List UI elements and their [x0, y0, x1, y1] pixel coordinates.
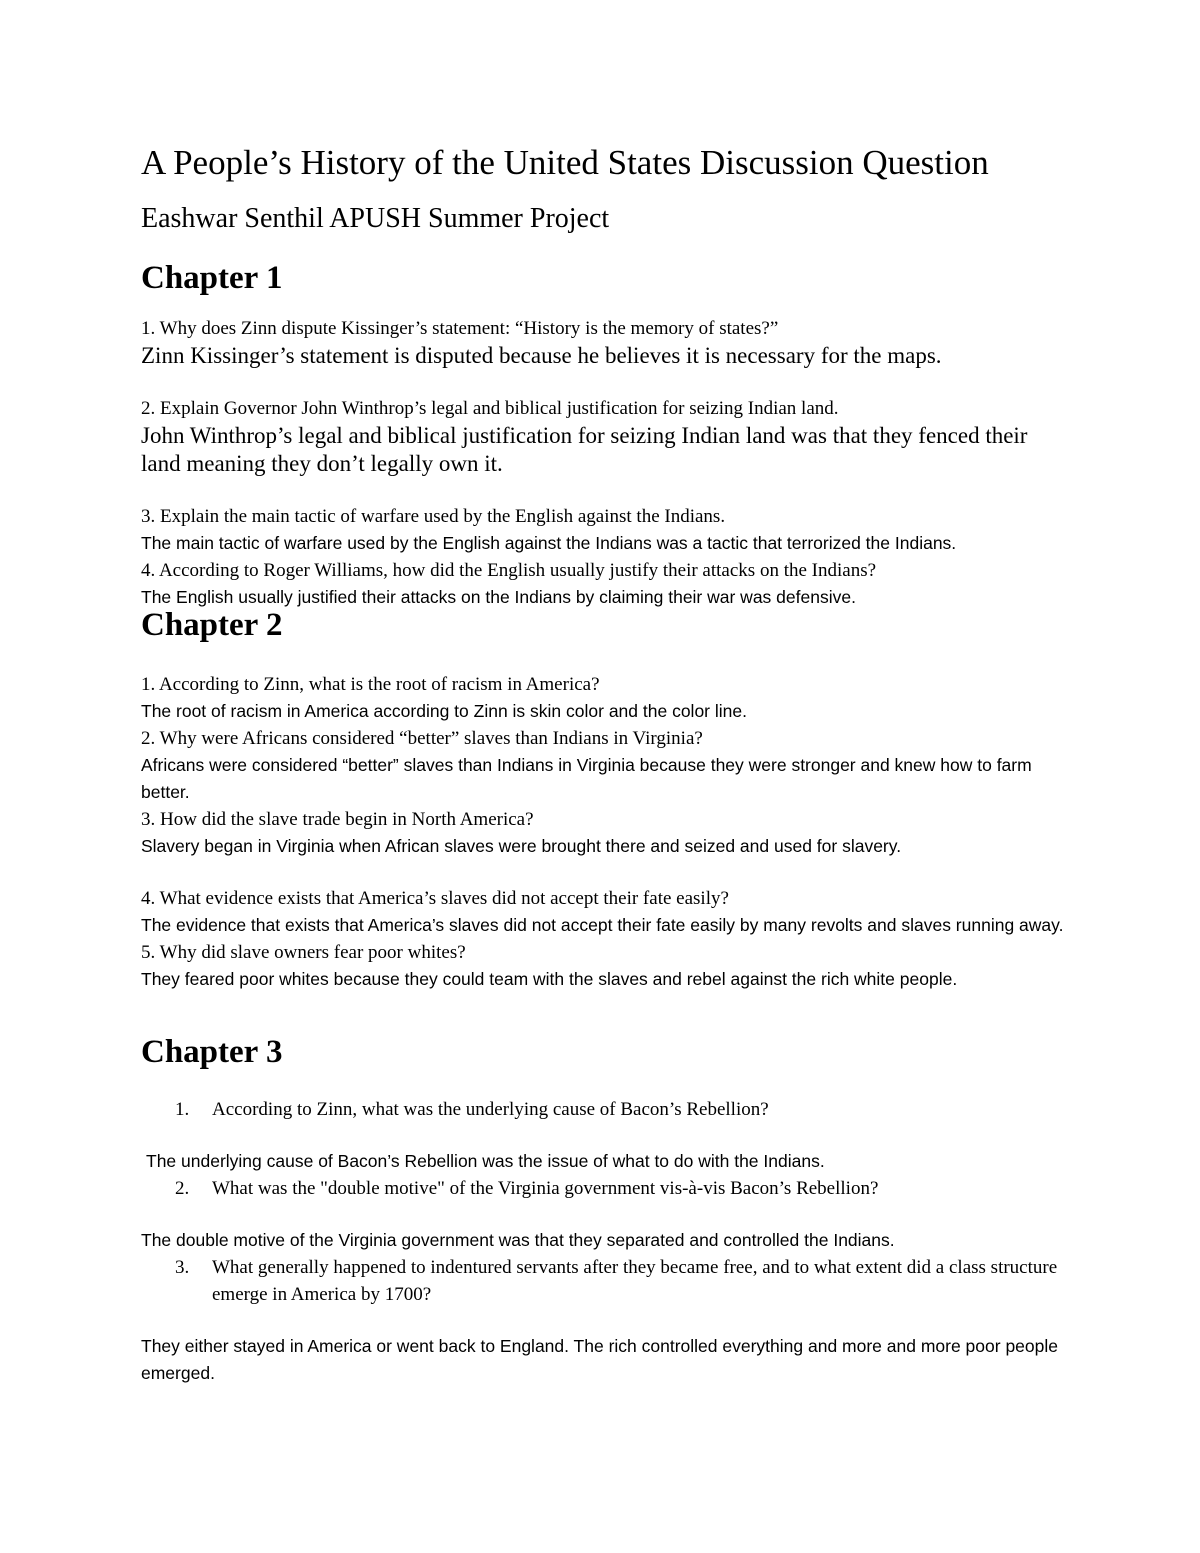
chapter-3-section: [141, 1096, 1071, 1387]
ch3-question-3-text: What generally happened to indentured servants after they became free, and to what extent did a class structure emerge in America by 1700?: [212, 1257, 1058, 1305]
ch2-question-4: 4. What evidence exists that America’s slaves did not accept their fate easily?: [141, 888, 729, 909]
ch2-question-5: 5. Why did slave owners fear poor whites?: [141, 942, 466, 963]
ch3-question-1-number: 1.: [175, 1099, 190, 1120]
chapter-2-section: [141, 671, 1071, 993]
ch3-question-2-text: What was the "double motive" of the Virginia government vis-à-vis Bacon’s Rebellion?: [212, 1178, 879, 1199]
ch3-answer-3: They either stayed in America or went back to England. The rich controlled everything and more and more poor people emerged.: [141, 1336, 1058, 1383]
ch3-answer-2: The double motive of the Virginia government was that they separated and controlled the Indians.: [141, 1230, 895, 1250]
ch3-question-3-number: 3.: [175, 1257, 190, 1278]
chapter-1-heading: Chapter 1: [141, 260, 283, 296]
ch1-question-4: 4. According to Roger Williams, how did the English usually justify their attacks on the Indians?: [141, 560, 877, 581]
ch2-question-1: 1. According to Zinn, what is the root of racism in America?: [141, 674, 600, 695]
document-subtitle: Eashwar Senthil APUSH Summer Project: [141, 203, 610, 234]
ch2-answer-4: The evidence that exists that America’s slaves did not accept their fate easily by many revolts and slaves running away.: [141, 915, 1064, 935]
ch1-question-3: 3. Explain the main tactic of warfare used by the English against the Indians.: [141, 506, 726, 527]
ch3-question-1-text: According to Zinn, what was the underlying cause of Bacon’s Rebellion?: [212, 1099, 769, 1120]
ch2-answer-2: Africans were considered “better” slaves than Indians in Virginia because they were stronger and knew how to farm better.: [141, 755, 1032, 802]
ch3-question-3: [141, 1254, 1072, 1308]
ch1-question-1: 1. Why does Zinn dispute Kissinger’s statement: “History is the memory of states?”: [141, 318, 779, 339]
chapter-2-heading: Chapter 2: [141, 607, 283, 643]
ch2-answer-5: They feared poor whites because they could team with the slaves and rebel against the rich white people.: [141, 969, 958, 989]
ch3-question-2: [141, 1175, 1071, 1202]
ch2-answer-3: Slavery began in Virginia when African slaves were brought there and seized and used for slavery.: [141, 836, 902, 856]
ch3-answer-1: The underlying cause of Bacon’s Rebellion was the issue of what to do with the Indians.: [146, 1151, 825, 1171]
ch1-answer-4: The English usually justified their attacks on the Indians by claiming their war was defensive.: [141, 587, 856, 607]
ch1-answer-2: John Winthrop’s legal and biblical justification for seizing Indian land was that they fenced their land meaning they don’t legally own it.: [141, 423, 1028, 476]
chapter-3-heading: Chapter 3: [141, 1034, 283, 1070]
ch2-question-3: 3. How did the slave trade begin in North America?: [141, 809, 534, 830]
chapter-1-section: [141, 315, 1071, 611]
ch2-question-2: 2. Why were Africans considered “better” slaves than Indians in Virginia?: [141, 728, 703, 749]
document-title: A People’s History of the United States Discussion Question: [141, 143, 989, 182]
ch1-answer-3: The main tactic of warfare used by the English against the Indians was a tactic that terrorized the Indians.: [141, 533, 957, 553]
ch2-answer-1: The root of racism in America according to Zinn is skin color and the color line.: [141, 701, 747, 721]
ch1-question-2: 2. Explain Governor John Winthrop’s legal and biblical justification for seizing Indian land.: [141, 398, 839, 419]
ch1-answer-1: Zinn Kissinger’s statement is disputed because he believes it is necessary for the maps.: [141, 343, 942, 368]
ch3-question-2-number: 2.: [175, 1178, 190, 1199]
ch3-question-1: [141, 1096, 1071, 1123]
